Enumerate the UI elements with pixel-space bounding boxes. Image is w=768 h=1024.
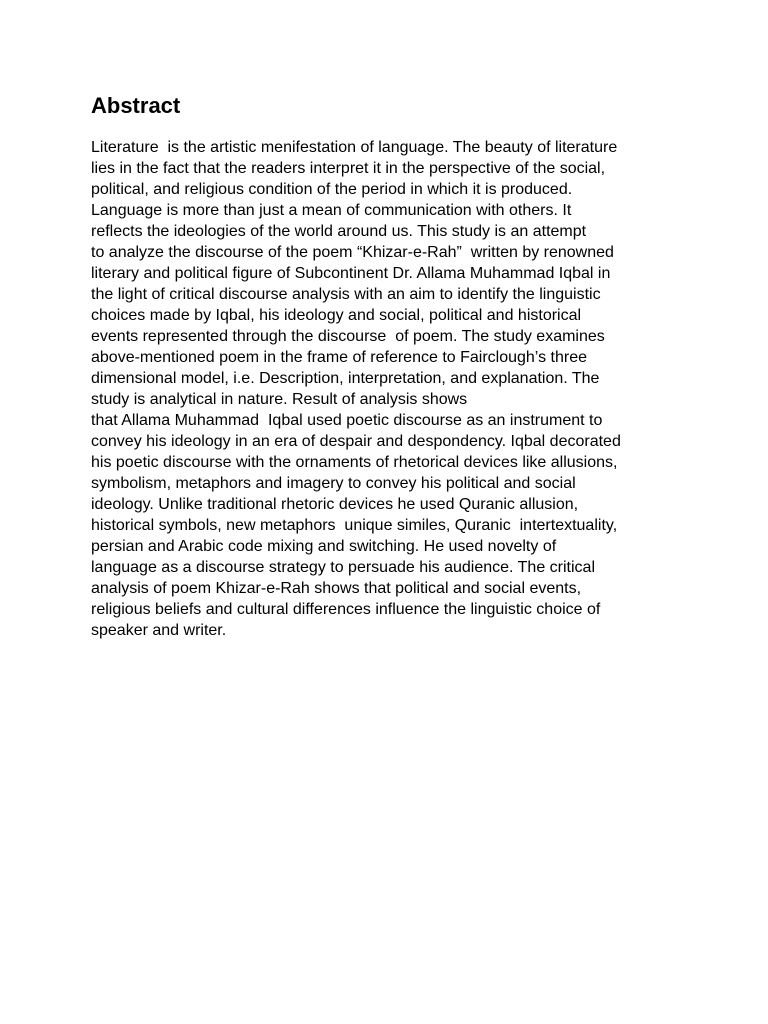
abstract-line: reflects the ideologies of the world around us. This study is an attempt xyxy=(91,223,587,240)
abstract-body xyxy=(91,137,691,641)
abstract-line: convey his ideology in an era of despair and despondency. Iqbal decorated xyxy=(91,433,621,450)
abstract-line: persian and Arabic code mixing and switching. He used novelty of xyxy=(91,538,557,555)
abstract-line: political, and religious condition of the period in which it is produced. xyxy=(91,181,573,198)
abstract-line: historical symbols, new metaphors unique similes, Quranic intertextuality, xyxy=(91,517,618,534)
abstract-line: above-mentioned poem in the frame of reference to Fairclough’s three xyxy=(91,349,587,366)
abstract-line: Literature is the artistic menifestation of language. The beauty of literature xyxy=(91,139,618,156)
abstract-line: symbolism, metaphors and imagery to convey his political and social xyxy=(91,475,576,492)
abstract-line: language as a discourse strategy to persuade his audience. The critical xyxy=(91,559,596,576)
abstract-line: speaker and writer. xyxy=(91,622,227,639)
abstract-line: literary and political figure of Subcontinent Dr. Allama Muhammad Iqbal in xyxy=(91,265,611,282)
abstract-line: religious beliefs and cultural differences influence the linguistic choice of xyxy=(91,601,601,618)
abstract-line: study is analytical in nature. Result of analysis shows xyxy=(91,391,468,408)
abstract-line: events represented through the discourse of poem. The study examines xyxy=(91,328,605,345)
abstract-line: ideology. Unlike traditional rhetoric devices he used Quranic allusion, xyxy=(91,496,579,513)
abstract-line: Language is more than just a mean of communication with others. It xyxy=(91,202,572,219)
abstract-line: to analyze the discourse of the poem “Khizar-e-Rah” written by renowned xyxy=(91,244,614,261)
abstract-line: that Allama Muhammad Iqbal used poetic discourse as an instrument to xyxy=(91,412,603,429)
abstract-line: lies in the fact that the readers interpret it in the perspective of the social, xyxy=(91,160,606,177)
abstract-line: his poetic discourse with the ornaments of rhetorical devices like allusions, xyxy=(91,454,618,471)
abstract-line: the light of critical discourse analysis with an aim to identify the linguistic xyxy=(91,286,601,303)
abstract-line: choices made by Iqbal, his ideology and social, political and historical xyxy=(91,307,582,324)
abstract-heading: Abstract xyxy=(91,93,181,118)
abstract-line: dimensional model, i.e. Description, interpretation, and explanation. The xyxy=(91,370,600,387)
abstract-line: analysis of poem Khizar-e-Rah shows that political and social events, xyxy=(91,580,582,597)
